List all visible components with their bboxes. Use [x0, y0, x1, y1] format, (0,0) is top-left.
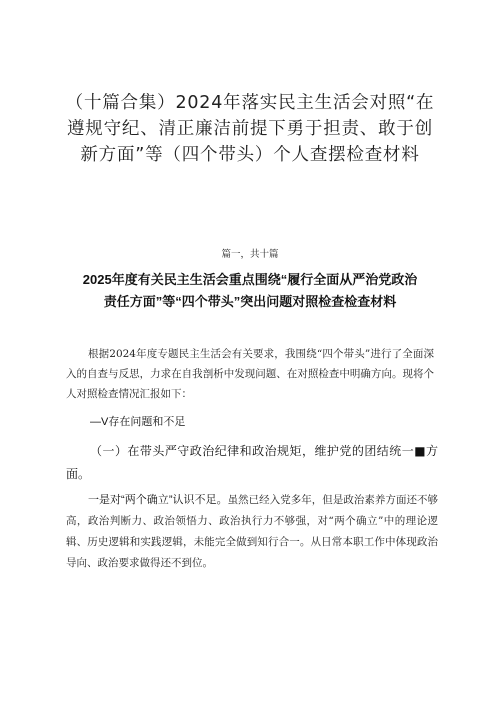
body-text: 虽然已经入党多年，但是政治素养方面还不够高，政治判断力、政治领悟力、政治执行力不够强，对“两个确立”中的理论逻辑、历史逻辑和实践逻辑，未能完全做到知行合一。从日常本职工作中体现政治导向、政治要求做得还不到位。	[66, 494, 439, 569]
body-lead: 一是对“两个确立”认识不足。	[88, 494, 228, 506]
intro-paragraph: 根据2024年度专题民主生活会有关要求，我围绕“四个带头”进行了全面深入的自查与反思，力求在自我剖析中发现问题、在对照检查中明确方向。现将个人对照检查情况汇报如下：	[66, 348, 434, 400]
subsection-heading: （一）在带头严守政治纪律和政治规矩，维护党的团结统一■方面。	[66, 444, 438, 481]
document-title: （十篇合集）2024年落实民主生活会对照“在遵规守纪、清正廉洁前提下勇于担责、敢于创新方面”等（四个带头）个人查摆检查材料	[65, 93, 435, 165]
part-label: 篇一，共十篇	[221, 249, 279, 260]
problems-heading: —V存在问题和不足	[90, 416, 186, 428]
body-paragraph	[66, 490, 438, 574]
section-title: 2025年度有关民主生活会重点围绕“履行全面从严治党政治责任方面”等“四个带头”突出问题对照检查检查材料	[82, 272, 418, 309]
